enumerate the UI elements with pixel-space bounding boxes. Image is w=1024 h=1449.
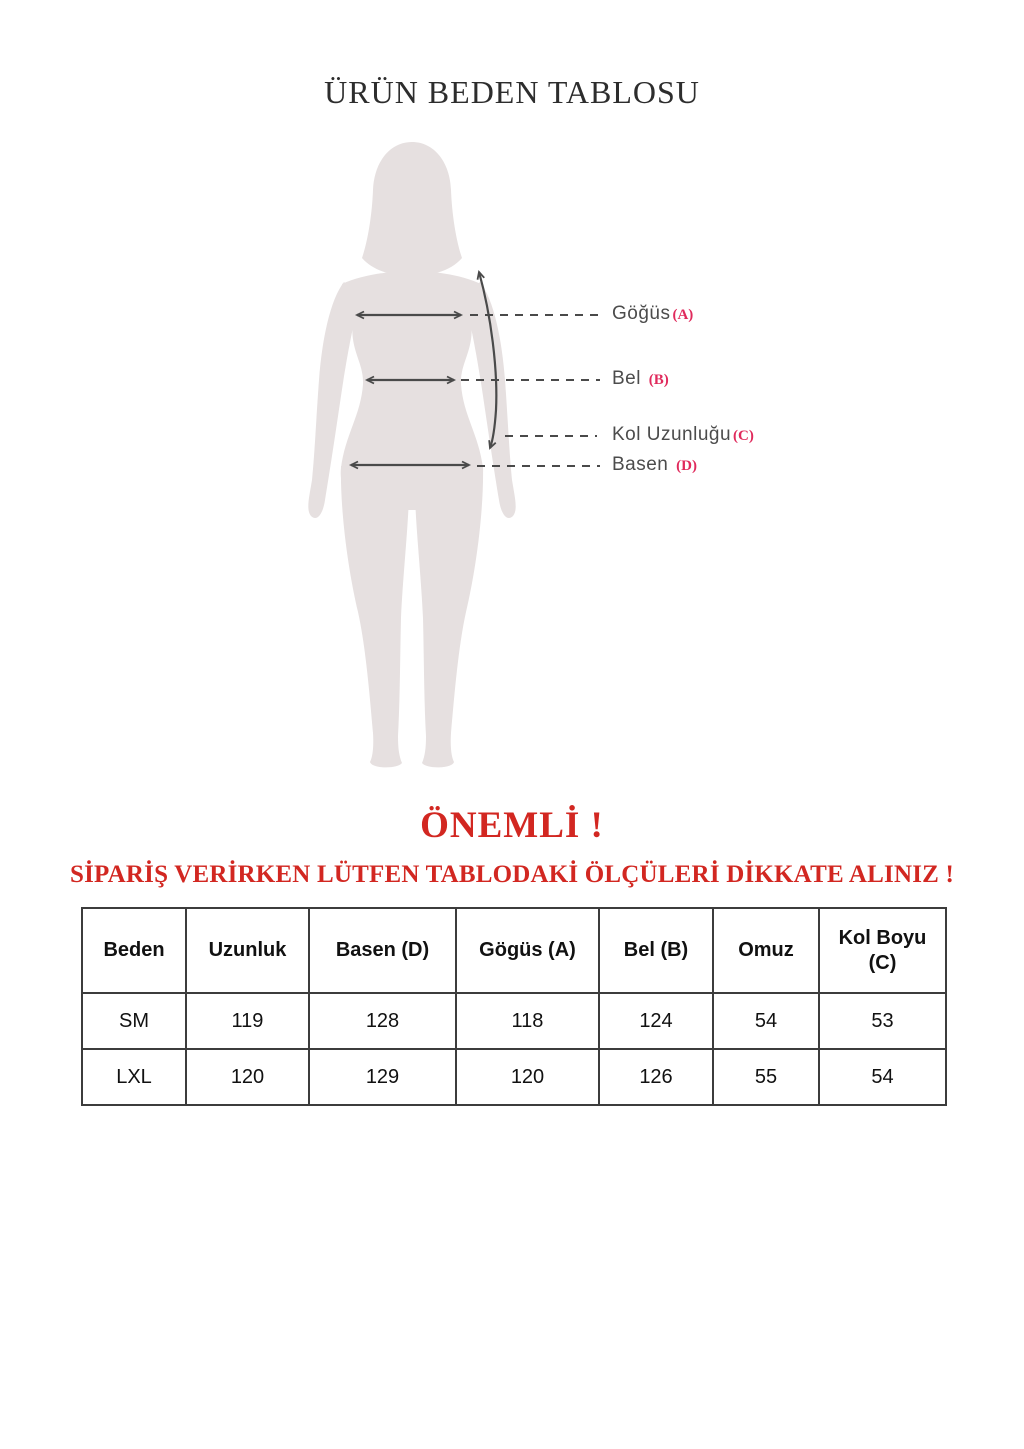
size-table-header: Uzunluk [186, 908, 309, 993]
size-table-cell: LXL [82, 1049, 186, 1105]
size-table-cell: 118 [456, 993, 599, 1049]
size-table-cell: SM [82, 993, 186, 1049]
size-table-cell: 128 [309, 993, 456, 1049]
measurement-code: (D) [676, 458, 697, 474]
size-table-header: Omuz [713, 908, 819, 993]
measurement-label-gogus [612, 303, 693, 326]
page-title: ÜRÜN BEDEN TABLOSU [324, 74, 700, 110]
size-table [81, 907, 947, 1106]
warning-message: SİPARİŞ VERİRKEN LÜTFEN TABLODAKİ ÖLÇÜLERİ DİKKATE ALINIZ ! [70, 861, 954, 888]
measurement-name: Kol Uzunluğu [612, 424, 732, 445]
size-table-header-row [82, 908, 946, 993]
size-table-header: Kol Boyu (C) [819, 908, 946, 993]
silhouette-right-leg [415, 466, 483, 767]
measurement-code: (C) [733, 428, 754, 444]
measurement-name: Bel [612, 368, 647, 389]
table-row [82, 1049, 946, 1105]
measurement-label-kol-uzunlugu [612, 424, 754, 447]
silhouette-head [362, 142, 462, 276]
size-table-cell: 120 [456, 1049, 599, 1105]
size-table-cell: 120 [186, 1049, 309, 1105]
measurement-label-bel [612, 368, 669, 391]
silhouette-left-leg [341, 466, 409, 767]
measurement-code: (B) [648, 372, 669, 388]
table-row [82, 993, 946, 1049]
size-table-cell: 55 [713, 1049, 819, 1105]
important-heading: ÖNEMLİ ! [420, 805, 604, 846]
size-table-cell: 54 [819, 1049, 946, 1105]
measurement-name: Göğüs [612, 303, 671, 324]
size-table-header: Basen (D) [309, 908, 456, 993]
size-table-header: Beden [82, 908, 186, 993]
size-table-header: Bel (B) [599, 908, 713, 993]
female-silhouette-shape [308, 142, 515, 767]
size-table-cell: 126 [599, 1049, 713, 1105]
size-table-cell: 119 [186, 993, 309, 1049]
size-table-cell: 53 [819, 993, 946, 1049]
size-table-cell: 129 [309, 1049, 456, 1105]
size-table-cell: 54 [713, 993, 819, 1049]
measurement-code: (A) [672, 307, 694, 323]
size-table-cell: 124 [599, 993, 713, 1049]
measurement-name: Basen [612, 454, 675, 475]
measurement-label-basen [612, 454, 697, 477]
size-table-header: Gögüs (A) [456, 908, 599, 993]
